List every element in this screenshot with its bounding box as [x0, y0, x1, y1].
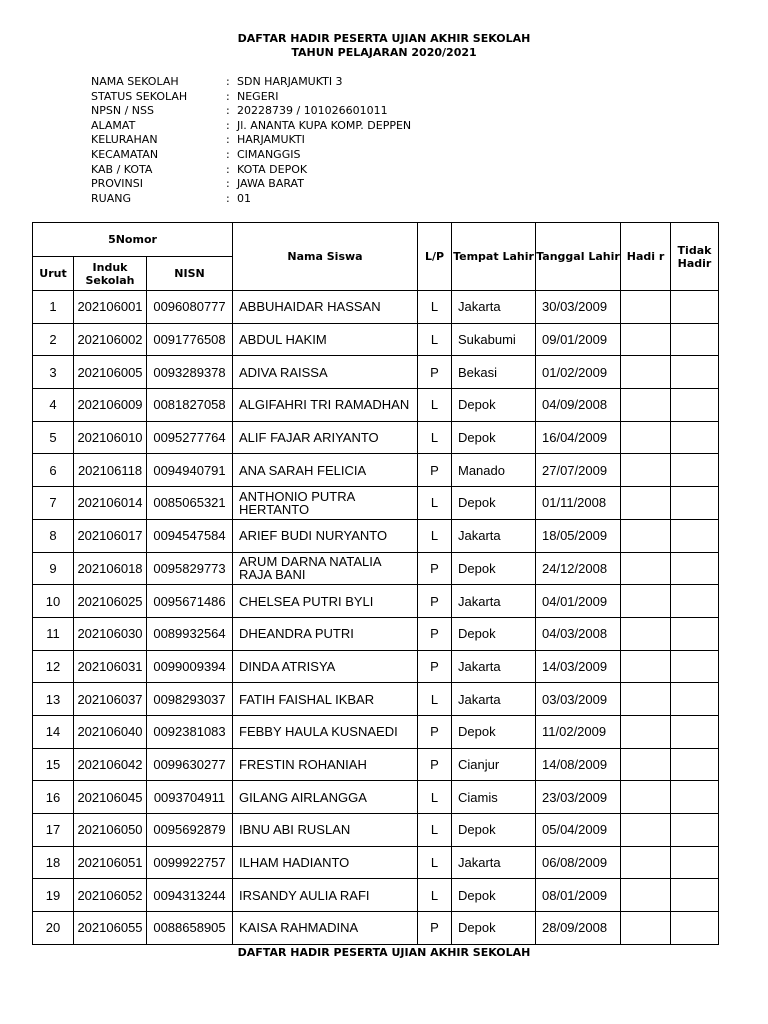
cell-tanggal-lahir: 30/03/2009 [536, 291, 621, 324]
cell-nisn: 0093704911 [147, 781, 233, 814]
cell-tanggal-lahir: 03/03/2009 [536, 683, 621, 716]
cell-lp: P [418, 356, 452, 389]
school-info-label: KECAMATAN [91, 147, 159, 161]
cell-hadir[interactable] [621, 454, 671, 487]
cell-tidak-hadir[interactable] [671, 683, 719, 716]
cell-induk-sekolah: 202106037 [74, 683, 147, 716]
cell-urut: 11 [33, 617, 74, 650]
col-tempat-lahir: Tempat Lahir [452, 223, 536, 291]
cell-nisn: 0085065321 [147, 487, 233, 520]
cell-nisn: 0092381083 [147, 715, 233, 748]
document-title: DAFTAR HADIR PESERTA UJIAN AKHIR SEKOLAH [237, 32, 531, 45]
cell-tidak-hadir[interactable] [671, 781, 719, 814]
cell-tempat-lahir: Jakarta [452, 291, 536, 324]
cell-nama-siswa: FATIH FAISHAL IKBAR [233, 683, 418, 716]
cell-lp: L [418, 519, 452, 552]
cell-tempat-lahir: Depok [452, 715, 536, 748]
cell-urut: 19 [33, 879, 74, 912]
cell-tempat-lahir: Depok [452, 552, 536, 585]
cell-urut: 13 [33, 683, 74, 716]
cell-tempat-lahir: Jakarta [452, 519, 536, 552]
cell-tanggal-lahir: 16/04/2009 [536, 421, 621, 454]
cell-nisn: 0093289378 [147, 356, 233, 389]
cell-tempat-lahir: Ciamis [452, 781, 536, 814]
school-info-row [91, 119, 411, 134]
cell-tidak-hadir[interactable] [671, 715, 719, 748]
cell-tidak-hadir[interactable] [671, 846, 719, 879]
cell-urut: 3 [33, 356, 74, 389]
cell-lp: L [418, 846, 452, 879]
col-tanggal-lahir: Tanggal Lahir [536, 223, 621, 291]
school-info-separator: : [226, 191, 230, 205]
cell-lp: P [418, 617, 452, 650]
footer-repeat-title: DAFTAR HADIR PESERTA UJIAN AKHIR SEKOLAH [237, 946, 531, 959]
cell-tidak-hadir[interactable] [671, 814, 719, 847]
cell-lp: P [418, 715, 452, 748]
cell-tidak-hadir[interactable] [671, 879, 719, 912]
school-info-value: CIMANGGIS [237, 147, 301, 161]
cell-tidak-hadir[interactable] [671, 454, 719, 487]
cell-induk-sekolah: 202106055 [74, 912, 147, 945]
cell-tidak-hadir[interactable] [671, 356, 719, 389]
cell-nama-siswa: ILHAM HADIANTO [233, 846, 418, 879]
cell-induk-sekolah: 202106001 [74, 291, 147, 324]
cell-urut: 15 [33, 748, 74, 781]
table-row [33, 519, 719, 552]
school-info-value: Jl. ANANTA KUPA KOMP. DEPPEN [237, 118, 412, 132]
cell-lp: L [418, 487, 452, 520]
cell-tempat-lahir: Bekasi [452, 356, 536, 389]
cell-lp: P [418, 552, 452, 585]
cell-lp: L [418, 323, 452, 356]
school-info-row [91, 133, 411, 148]
cell-induk-sekolah: 202106018 [74, 552, 147, 585]
school-info-separator: : [226, 147, 230, 161]
cell-lp: P [418, 585, 452, 618]
cell-nisn: 0094940791 [147, 454, 233, 487]
cell-lp: P [418, 454, 452, 487]
table-row [33, 748, 719, 781]
cell-urut: 12 [33, 650, 74, 683]
cell-induk-sekolah: 202106118 [74, 454, 147, 487]
cell-tanggal-lahir: 04/01/2009 [536, 585, 621, 618]
col-induk-sekolah: Induk Sekolah [74, 257, 147, 291]
cell-hadir[interactable] [621, 650, 671, 683]
cell-tanggal-lahir: 14/03/2009 [536, 650, 621, 683]
cell-tempat-lahir: Jakarta [452, 683, 536, 716]
cell-nama-siswa: KAISA RAHMADINA [233, 912, 418, 945]
cell-induk-sekolah: 202106010 [74, 421, 147, 454]
cell-tempat-lahir: Depok [452, 487, 536, 520]
cell-tidak-hadir[interactable] [671, 389, 719, 422]
cell-urut: 6 [33, 454, 74, 487]
table-row [33, 389, 719, 422]
cell-nama-siswa: IBNU ABI RUSLAN [233, 814, 418, 847]
cell-tempat-lahir: Sukabumi [452, 323, 536, 356]
cell-tidak-hadir[interactable] [671, 912, 719, 945]
cell-hadir[interactable] [621, 487, 671, 520]
table-row [33, 683, 719, 716]
cell-tanggal-lahir: 04/09/2008 [536, 389, 621, 422]
cell-tidak-hadir[interactable] [671, 552, 719, 585]
cell-tanggal-lahir: 06/08/2009 [536, 846, 621, 879]
cell-tempat-lahir: Jakarta [452, 650, 536, 683]
school-info-separator: : [226, 75, 230, 88]
school-info-row [91, 75, 411, 90]
cell-induk-sekolah: 202106031 [74, 650, 147, 683]
cell-lp: L [418, 291, 452, 324]
col-nama-siswa: Nama Siswa [233, 223, 418, 291]
cell-hadir[interactable] [621, 291, 671, 324]
school-info-label: KELURAHAN [91, 133, 158, 147]
school-info-separator: : [226, 118, 230, 132]
cell-nisn: 0089932564 [147, 617, 233, 650]
table-row [33, 879, 719, 912]
cell-tanggal-lahir: 18/05/2009 [536, 519, 621, 552]
table-row [33, 814, 719, 847]
school-info-separator: : [226, 177, 230, 191]
cell-nama-siswa: FEBBY HAULA KUSNAEDI [233, 715, 418, 748]
cell-urut: 18 [33, 846, 74, 879]
cell-hadir[interactable] [621, 389, 671, 422]
cell-tidak-hadir[interactable] [671, 617, 719, 650]
cell-tanggal-lahir: 08/01/2009 [536, 879, 621, 912]
school-info-label: RUANG [91, 191, 131, 205]
table-row [33, 617, 719, 650]
cell-hadir[interactable] [621, 715, 671, 748]
cell-nama-siswa: ALGIFAHRI TRI RAMADHAN [233, 389, 418, 422]
cell-nama-siswa: ANA SARAH FELICIA [233, 454, 418, 487]
cell-urut: 5 [33, 421, 74, 454]
school-info-row [91, 163, 411, 178]
cell-tempat-lahir: Depok [452, 814, 536, 847]
cell-nama-siswa: GILANG AIRLANGGA [233, 781, 418, 814]
school-info-label: ALAMAT [91, 118, 136, 132]
col-lp: L/P [418, 223, 452, 291]
cell-urut: 8 [33, 519, 74, 552]
col-tidak-hadir: Tidak Hadir [671, 223, 719, 291]
cell-tanggal-lahir: 24/12/2008 [536, 552, 621, 585]
school-info-separator: : [226, 89, 230, 103]
cell-nisn: 0098293037 [147, 683, 233, 716]
school-info-value: SDN HARJAMUKTI 3 [237, 75, 343, 88]
cell-tidak-hadir[interactable] [671, 421, 719, 454]
school-info-row [91, 148, 411, 163]
table-row [33, 781, 719, 814]
cell-tempat-lahir: Jakarta [452, 846, 536, 879]
cell-nama-siswa: ALIF FAJAR ARIYANTO [233, 421, 418, 454]
col-nisn: NISN [147, 257, 233, 291]
cell-tempat-lahir: Jakarta [452, 585, 536, 618]
school-info-row [91, 90, 411, 105]
cell-lp: P [418, 650, 452, 683]
cell-tanggal-lahir: 28/09/2008 [536, 912, 621, 945]
cell-lp: L [418, 879, 452, 912]
school-info-value: JAWA BARAT [237, 177, 304, 191]
cell-urut: 20 [33, 912, 74, 945]
cell-hadir[interactable] [621, 846, 671, 879]
school-info-value: NEGERI [237, 89, 279, 103]
cell-nisn: 0088658905 [147, 912, 233, 945]
cell-nisn: 0094547584 [147, 519, 233, 552]
cell-tidak-hadir[interactable] [671, 291, 719, 324]
table-row [33, 585, 719, 618]
cell-tempat-lahir: Depok [452, 912, 536, 945]
cell-lp: L [418, 389, 452, 422]
cell-nama-siswa: CHELSEA PUTRI BYLI [233, 585, 418, 618]
school-info-row [91, 177, 411, 192]
cell-nisn: 0099009394 [147, 650, 233, 683]
cell-nama-siswa: FRESTIN ROHANIAH [233, 748, 418, 781]
cell-hadir[interactable] [621, 519, 671, 552]
cell-tanggal-lahir: 01/11/2008 [536, 487, 621, 520]
cell-nisn: 0099630277 [147, 748, 233, 781]
attendance-table [32, 222, 719, 945]
cell-urut: 9 [33, 552, 74, 585]
cell-nisn: 0094313244 [147, 879, 233, 912]
cell-induk-sekolah: 202106005 [74, 356, 147, 389]
cell-urut: 1 [33, 291, 74, 324]
cell-hadir[interactable] [621, 683, 671, 716]
cell-nama-siswa: ADIVA RAISSA [233, 356, 418, 389]
cell-tempat-lahir: Cianjur [452, 748, 536, 781]
cell-urut: 16 [33, 781, 74, 814]
table-row [33, 291, 719, 324]
cell-lp: P [418, 912, 452, 945]
col-urut: Urut [33, 257, 74, 291]
school-info-row [91, 192, 411, 207]
cell-hadir[interactable] [621, 323, 671, 356]
cell-nisn: 0095692879 [147, 814, 233, 847]
cell-induk-sekolah: 202106045 [74, 781, 147, 814]
school-info-separator: : [226, 133, 230, 147]
cell-hadir[interactable] [621, 879, 671, 912]
cell-induk-sekolah: 202106002 [74, 323, 147, 356]
nomor-group-header: 5Nomor [33, 223, 233, 257]
cell-lp: L [418, 421, 452, 454]
table-row [33, 846, 719, 879]
cell-hadir[interactable] [621, 356, 671, 389]
cell-nama-siswa: ARIEF BUDI NURYANTO [233, 519, 418, 552]
cell-nisn: 0096080777 [147, 291, 233, 324]
cell-urut: 10 [33, 585, 74, 618]
table-row [33, 715, 719, 748]
cell-lp: L [418, 781, 452, 814]
school-info-block [91, 75, 411, 206]
school-info-row [91, 104, 411, 119]
table-row [33, 912, 719, 945]
cell-hadir[interactable] [621, 585, 671, 618]
table-row [33, 487, 719, 520]
table-row [33, 421, 719, 454]
document-subtitle: TAHUN PELAJARAN 2020/2021 [291, 46, 477, 59]
cell-tidak-hadir[interactable] [671, 519, 719, 552]
cell-hadir[interactable] [621, 421, 671, 454]
cell-tanggal-lahir: 09/01/2009 [536, 323, 621, 356]
cell-induk-sekolah: 202106025 [74, 585, 147, 618]
cell-nama-siswa: ANTHONIO PUTRA HERTANTO [233, 487, 418, 520]
cell-tidak-hadir[interactable] [671, 323, 719, 356]
cell-nama-siswa: ABDUL HAKIM [233, 323, 418, 356]
cell-induk-sekolah: 202106051 [74, 846, 147, 879]
cell-tempat-lahir: Manado [452, 454, 536, 487]
cell-tidak-hadir[interactable] [671, 585, 719, 618]
cell-tanggal-lahir: 27/07/2009 [536, 454, 621, 487]
cell-lp: L [418, 814, 452, 847]
cell-induk-sekolah: 202106017 [74, 519, 147, 552]
cell-tanggal-lahir: 14/08/2009 [536, 748, 621, 781]
school-info-label: STATUS SEKOLAH [91, 89, 188, 103]
school-info-value: 01 [237, 191, 251, 205]
cell-hadir[interactable] [621, 748, 671, 781]
cell-nisn: 0091776508 [147, 323, 233, 356]
table-row [33, 552, 719, 585]
school-info-value: KOTA DEPOK [237, 162, 308, 176]
table-row [33, 356, 719, 389]
cell-nama-siswa: ARUM DARNA NATALIA RAJA BANI [233, 552, 418, 585]
cell-urut: 4 [33, 389, 74, 422]
cell-nama-siswa: DHEANDRA PUTRI [233, 617, 418, 650]
cell-tanggal-lahir: 01/02/2009 [536, 356, 621, 389]
cell-nisn: 0095277764 [147, 421, 233, 454]
cell-nama-siswa: DINDA ATRISYA [233, 650, 418, 683]
cell-induk-sekolah: 202106050 [74, 814, 147, 847]
cell-induk-sekolah: 202106040 [74, 715, 147, 748]
school-info-separator: : [226, 104, 230, 118]
cell-induk-sekolah: 202106042 [74, 748, 147, 781]
col-hadir: Hadi r [621, 223, 671, 291]
cell-tanggal-lahir: 05/04/2009 [536, 814, 621, 847]
cell-urut: 7 [33, 487, 74, 520]
table-row [33, 650, 719, 683]
cell-lp: P [418, 748, 452, 781]
cell-induk-sekolah: 202106052 [74, 879, 147, 912]
table-row [33, 454, 719, 487]
cell-tempat-lahir: Depok [452, 421, 536, 454]
school-info-label: NPSN / NSS [91, 104, 154, 118]
school-info-label: NAMA SEKOLAH [91, 75, 179, 88]
cell-tanggal-lahir: 11/02/2009 [536, 715, 621, 748]
cell-tanggal-lahir: 04/03/2008 [536, 617, 621, 650]
cell-hadir[interactable] [621, 781, 671, 814]
table-row [33, 323, 719, 356]
cell-tidak-hadir[interactable] [671, 748, 719, 781]
cell-tempat-lahir: Depok [452, 617, 536, 650]
cell-induk-sekolah: 202106030 [74, 617, 147, 650]
cell-nama-siswa: IRSANDY AULIA RAFI [233, 879, 418, 912]
school-info-separator: : [226, 162, 230, 176]
cell-tanggal-lahir: 23/03/2009 [536, 781, 621, 814]
cell-nisn: 0095671486 [147, 585, 233, 618]
cell-hadir[interactable] [621, 814, 671, 847]
cell-urut: 14 [33, 715, 74, 748]
cell-hadir[interactable] [621, 552, 671, 585]
cell-tempat-lahir: Depok [452, 389, 536, 422]
cell-tidak-hadir[interactable] [671, 487, 719, 520]
cell-nisn: 0095829773 [147, 552, 233, 585]
school-info-value: HARJAMUKTI [237, 133, 305, 147]
cell-induk-sekolah: 202106014 [74, 487, 147, 520]
cell-nisn: 0099922757 [147, 846, 233, 879]
school-info-label: KAB / KOTA [91, 162, 153, 176]
cell-induk-sekolah: 202106009 [74, 389, 147, 422]
cell-hadir[interactable] [621, 912, 671, 945]
cell-nisn: 0081827058 [147, 389, 233, 422]
cell-tidak-hadir[interactable] [671, 650, 719, 683]
cell-urut: 2 [33, 323, 74, 356]
cell-hadir[interactable] [621, 617, 671, 650]
school-info-value: 20228739 / 101026601011 [237, 104, 388, 118]
cell-urut: 17 [33, 814, 74, 847]
cell-nama-siswa: ABBUHAIDAR HASSAN [233, 291, 418, 324]
cell-tempat-lahir: Depok [452, 879, 536, 912]
cell-lp: L [418, 683, 452, 716]
school-info-label: PROVINSI [91, 177, 143, 191]
